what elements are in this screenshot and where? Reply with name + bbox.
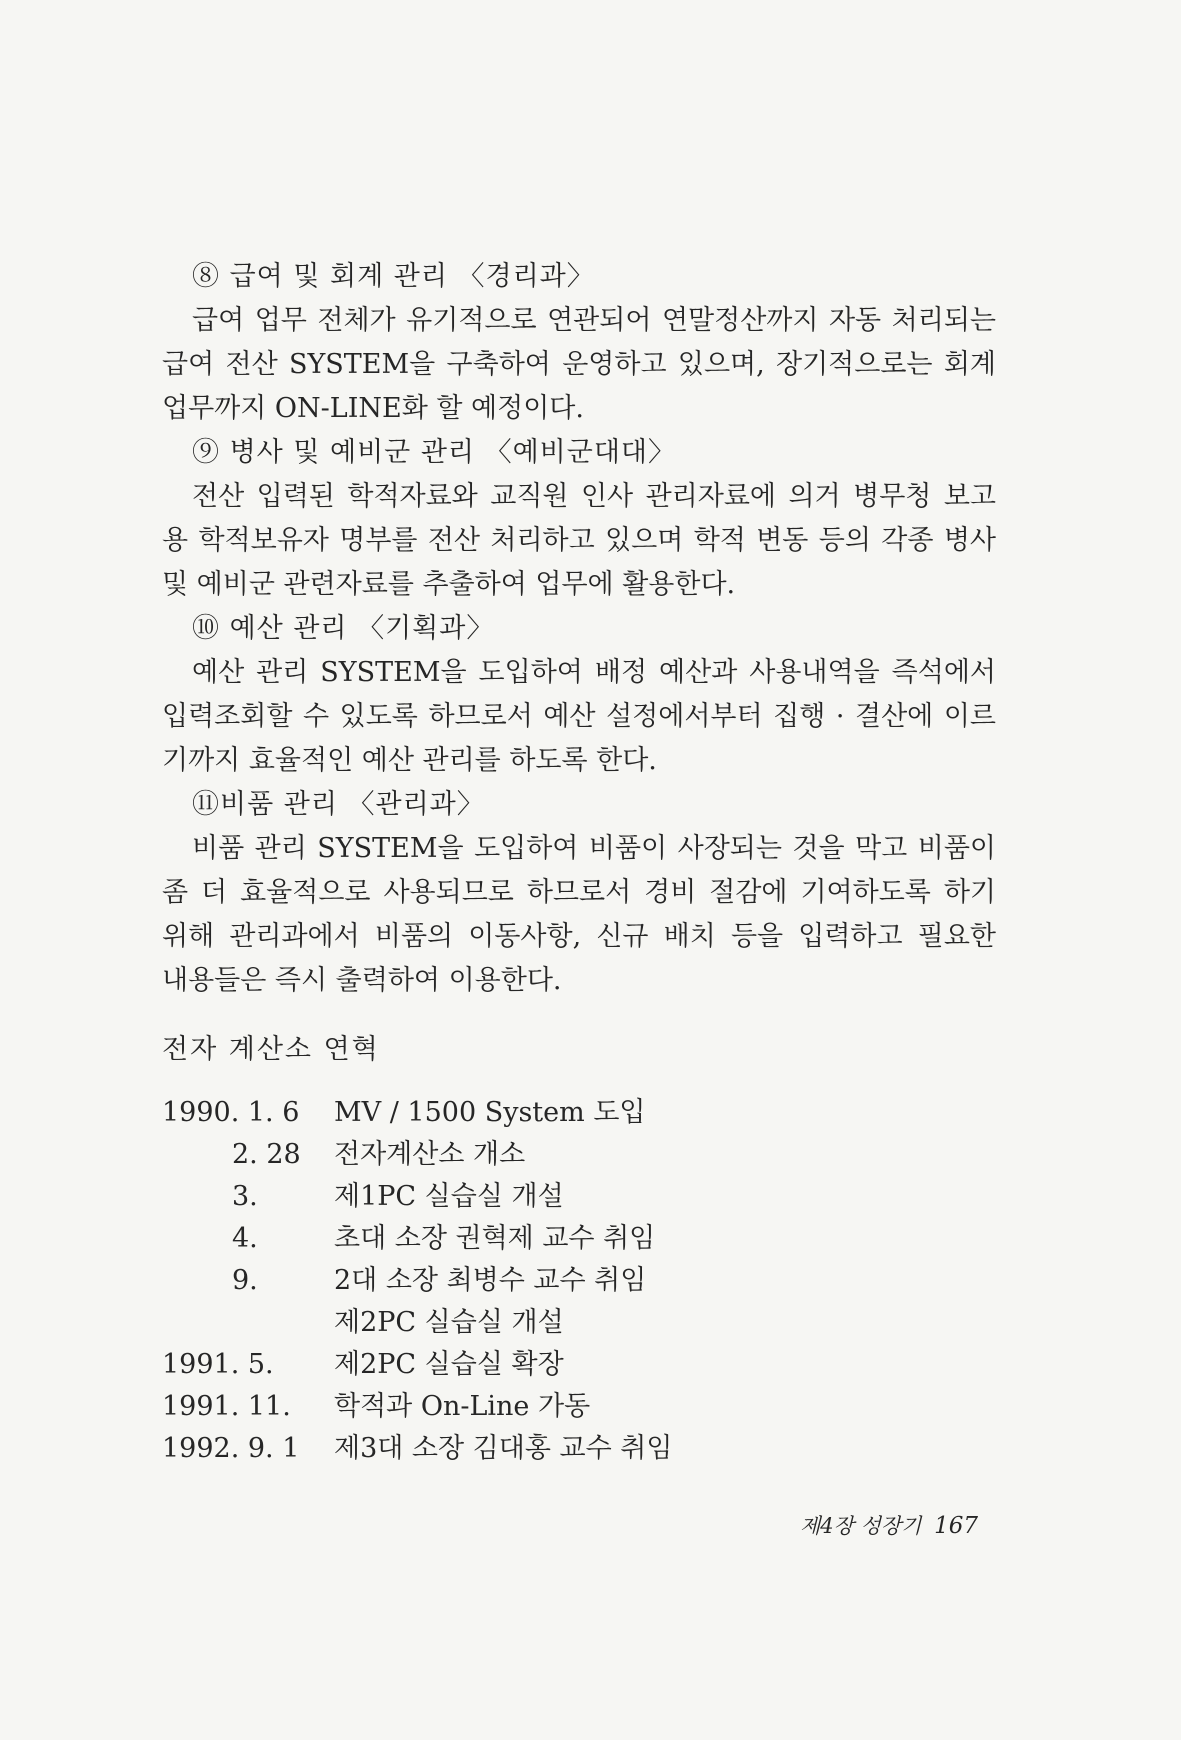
paragraph-line: 급여 업무 전체가 유기적으로 연관되어 연말정산까지 자동 처리되는 [192,305,996,336]
history-date: 4. [232,1223,258,1254]
history-row [162,1092,862,1134]
history-row [162,1176,862,1218]
section-payroll [162,255,996,431]
section-heading: ⑩ 예산 관리 〈기획과〉 [192,613,495,644]
history-row [162,1302,862,1344]
history-event: MV / 1500 System 도입 [334,1097,646,1128]
history-row [162,1428,862,1470]
section-paragraph [162,827,996,1003]
history-event: 제3대 소장 김대홍 교수 취임 [334,1433,673,1464]
history-date: 3. [232,1181,258,1212]
history-event: 제2PC 실습실 개설 [334,1307,564,1338]
section-heading: ⑧ 급여 및 회계 관리 〈경리과〉 [192,261,595,292]
history-row [162,1260,862,1302]
paragraph-line: 예산 관리 SYSTEM을 도입하여 배정 예산과 사용내역을 즉석에서 [192,657,996,688]
paragraph-line: 업무까지 ON-LINE화 할 예정이다. [162,393,584,424]
paragraph-line: 용 학적보유자 명부를 전산 처리하고 있으며 학적 변동 등의 각종 병사 [162,525,996,556]
history-row [162,1344,862,1386]
history-list [162,1092,862,1470]
section-paragraph [162,299,996,431]
history-event: 초대 소장 권혁제 교수 취임 [334,1223,656,1254]
section-paragraph [162,651,996,783]
section-heading: ⑨ 병사 및 예비군 관리 〈예비군대대〉 [192,437,676,468]
body-sections [162,255,996,1003]
section-heading: ⑪비품 관리 〈관리과〉 [192,789,485,820]
section-equipment [162,783,996,1003]
history-date: 1991. 5. [162,1349,274,1380]
history-date: 1991. 11. [162,1391,291,1422]
section-budget [162,607,996,783]
history-date: 2. 28 [232,1139,301,1170]
paragraph-line: 기까지 효율적인 예산 관리를 하도록 한다. [162,745,657,776]
history-date: 1992. 9. 1 [162,1433,300,1464]
history-date: 9. [232,1265,258,1296]
history-event: 제2PC 실습실 확장 [334,1349,564,1380]
paragraph-line: 위해 관리과에서 비품의 이동사항, 신규 배치 등을 입력하고 필요한 [162,921,996,952]
history-event: 전자계산소 개소 [334,1139,526,1170]
section-military [162,431,996,607]
paragraph-line: 전산 입력된 학적자료와 교직원 인사 관리자료에 의거 병무청 보고 [192,481,996,512]
history-row [162,1218,862,1260]
history-event: 2대 소장 최병수 교수 취임 [334,1265,647,1296]
paragraph-line: 급여 전산 SYSTEM을 구축하여 운영하고 있으며, 장기적으로는 회계 [162,349,996,380]
paragraph-line: 입력조회할 수 있도록 하므로서 예산 설정에서부터 집행 · 결산에 이르 [162,701,996,732]
page-footer [800,1510,978,1540]
history-date: 1990. 1. 6 [162,1097,300,1128]
page-number: 167 [934,1513,979,1539]
history-event: 학적과 On-Line 가동 [334,1391,591,1422]
history-title: 전자 계산소 연혁 [162,1034,380,1065]
history-row [162,1386,862,1428]
chapter-label: 제4장 성장기 [800,1514,922,1538]
history-event: 제1PC 실습실 개설 [334,1181,564,1212]
section-paragraph [162,475,996,607]
paragraph-line: 및 예비군 관련자료를 추출하여 업무에 활용한다. [162,569,736,600]
paragraph-line: 비품 관리 SYSTEM을 도입하여 비품이 사장되는 것을 막고 비품이 [192,833,996,864]
paragraph-line: 내용들은 즉시 출력하여 이용한다. [162,965,562,996]
paragraph-line: 좀 더 효율적으로 사용되므로 하므로서 경비 절감에 기여하도록 하기 [162,877,996,908]
history-row [162,1134,862,1176]
